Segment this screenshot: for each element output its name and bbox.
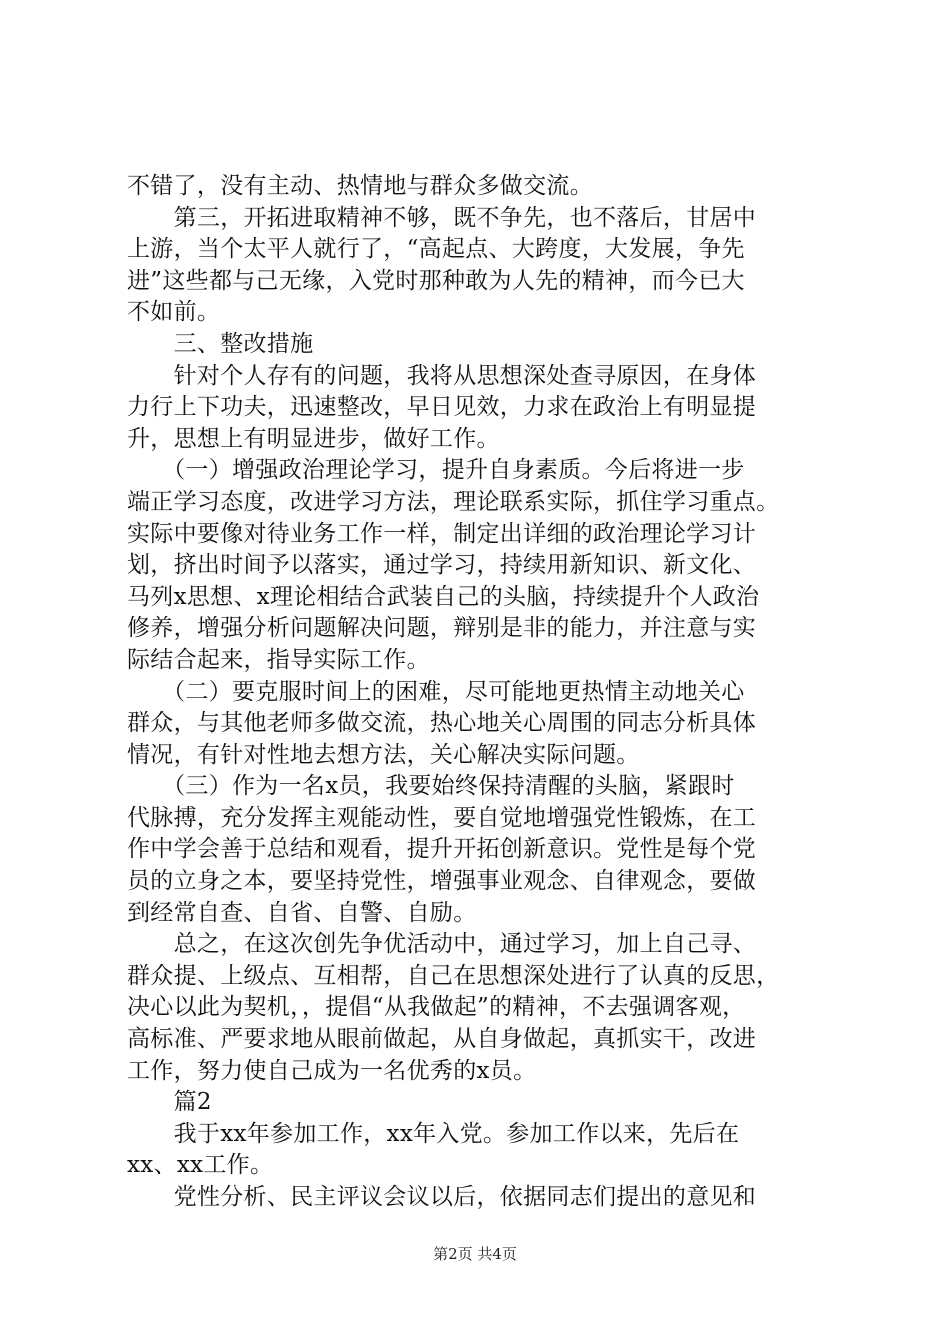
text-line: 上游，当个太平人就行了，“高起点、大跨度，大发展，争先 [127, 236, 745, 263]
text-line: 力行上下功夫，迅速整改，早日见效，力求在政治上有明显提 [127, 394, 757, 421]
text-line: 际结合起来，指导实际工作。 [127, 646, 430, 673]
text-line: 作中学会善于总结和观看，提升开拓创新意识。党性是每个党 [127, 836, 757, 863]
text-line: （三）作为一名x员，我要始终保持清醒的头脑，紧跟时 [127, 773, 735, 800]
text-line: 升，思想上有明显进步，做好工作。 [127, 425, 500, 452]
page-number-label: 第2页 共4页 [433, 1245, 517, 1263]
text-line: 群众，与其他老师多做交流，热心地关心周围的同志分析具体 [127, 710, 757, 737]
text-line: 实际中要像对待业务工作一样，制定出详细的政治理论学习计 [127, 520, 757, 547]
text-line: 总之，在这次创先争优活动中，通过学习，加上自己寻、 [127, 931, 757, 958]
text-line: 修养，增强分析问题解决问题，辩别是非的能力，并注意与实 [127, 615, 757, 642]
text-line: 端正学习态度，改进学习方法，理论联系实际，抓住学习重点。 [127, 488, 780, 515]
text-line: 进”这些都与己无缘，入党时那种敢为人先的精神，而今已大 [127, 267, 745, 294]
page-footer [0, 1244, 950, 1264]
text-line: 第三，开拓进取精神不够，既不争先，也不落后，甘居中 [127, 204, 757, 231]
text-line: 马列x思想、x理论相结合武装自己的头脑，持续提升个人政治 [127, 583, 760, 610]
text-line: 不如前。 [127, 299, 221, 326]
text-line: 划，挤出时间予以落实，通过学习，持续用新知识、新文化、 [127, 552, 757, 579]
text-line: （二）要克服时间上的困难，尽可能地更热情主动地关心 [127, 678, 745, 705]
text-line: 到经常自查、自省、自警、自励。 [127, 899, 477, 926]
section-heading: 篇2 [127, 1089, 212, 1116]
text-line: 工作，努力使自己成为一名优秀的x员。 [127, 1057, 537, 1084]
text-line: 情况，有针对性地去想方法，关心解决实际问题。 [127, 741, 640, 768]
text-line: 代脉搏，充分发挥主观能动性，要自觉地增强党性锻炼，在工 [127, 804, 757, 831]
section-heading: 三、整改措施 [127, 330, 314, 357]
text-line: xx、xx工作。 [127, 1152, 274, 1179]
text-line: 我于xx年参加工作，xx年入党。参加工作以来，先后在 [127, 1120, 740, 1147]
text-line: 决心以此为契机，，提倡“从我做起”的精神，不去强调客观， [127, 994, 746, 1021]
text-line: 群众提、上级点、互相帮，自己在思想深处进行了认真的反思， [127, 962, 780, 989]
text-line: 不错了，没有主动、热情地与群众多做交流。 [127, 173, 593, 199]
text-line: 员的立身之本，要坚持党性，增强事业观念、自律观念，要做 [127, 868, 757, 895]
text-line: 针对个人存有的问题，我将从思想深处查寻原因，在身体 [127, 362, 757, 389]
text-line: （一）增强政治理论学习，提升自身素质。今后将进一步 [127, 457, 745, 484]
document-body [127, 171, 837, 1214]
text-line: 高标准、严要求地从眼前做起，从自身做起，真抓实干，改进 [127, 1026, 757, 1053]
text-line: 党性分析、民主评议会议以后，依据同志们提出的意见和 [127, 1184, 757, 1210]
